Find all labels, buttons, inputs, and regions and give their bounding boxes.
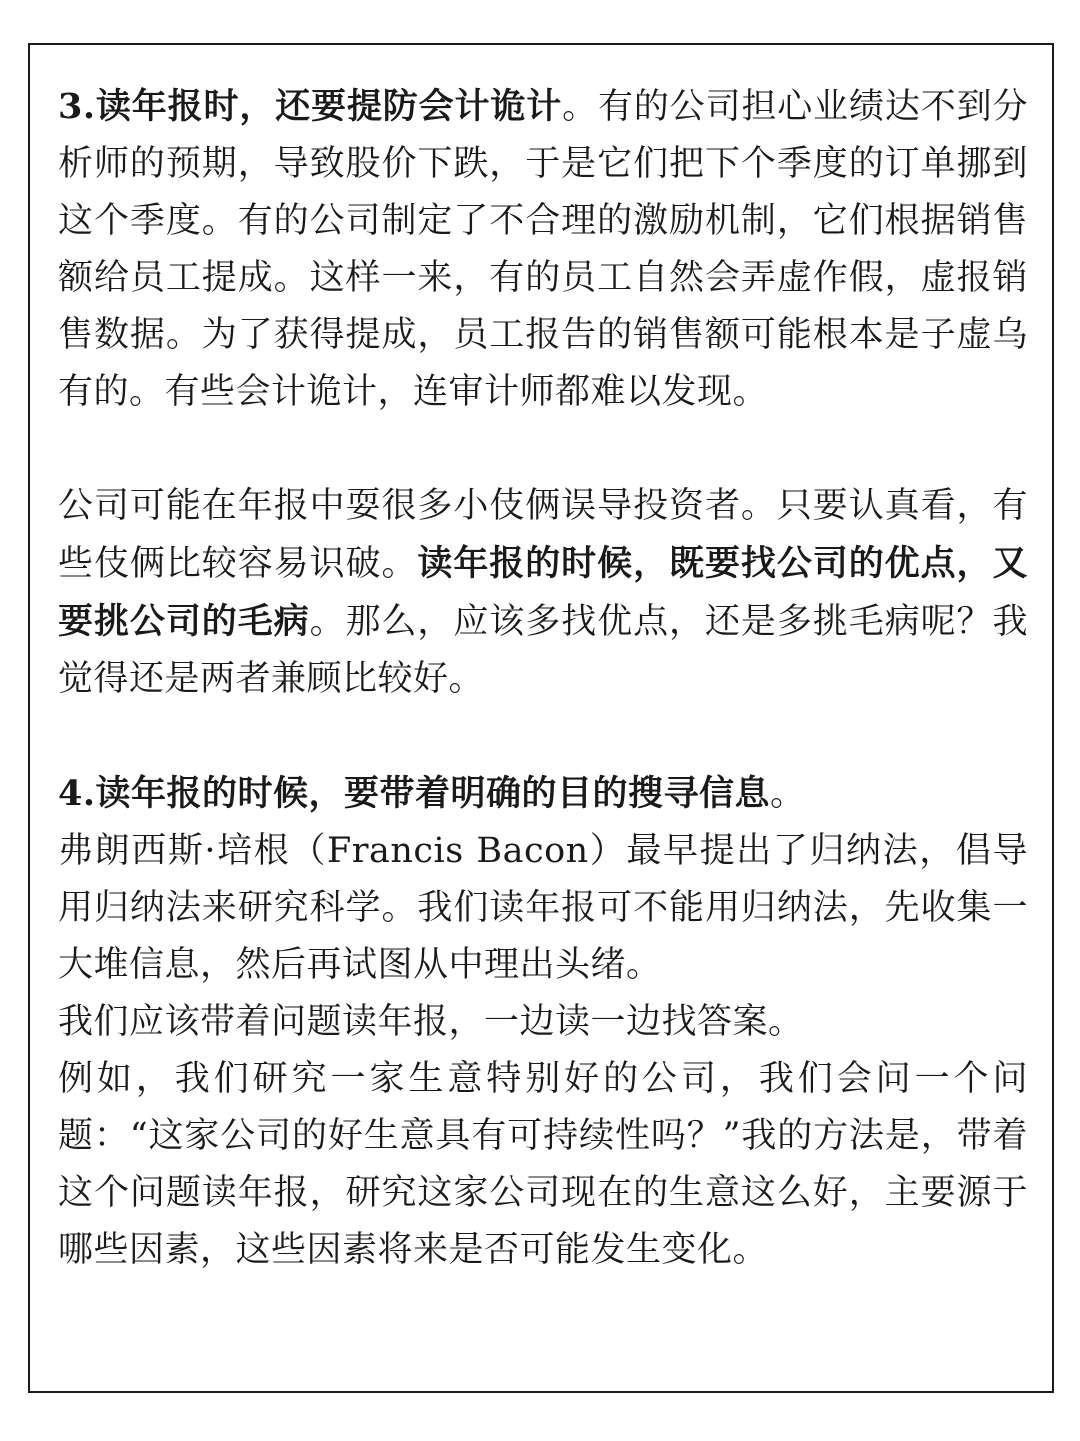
heading-point-3: 3.读年报时，还要提防会计诡计 — [58, 86, 563, 127]
tricks-bold-emphasis: 读年报的时候，既要找公司的优点，又要挑公司的毛病 — [58, 543, 1028, 642]
paragraph-small-tricks — [58, 478, 1028, 708]
paragraph-accounting-tricks — [58, 78, 1028, 421]
paragraph-3-text: 。有的公司担心业绩达不到分析师的预期，导致股价下跌，于是它们把下个季度的订单挪到这个季度。有的公司制定了不合理的激励机制，它们根据销售额给员工提成。这样一来，有的员工自然会弄虚作假，虚报销售数据。为了获得提成，员工报告的销售额可能根本是子虚乌有的。有些会计诡计，连审计师都难以发现。 — [58, 87, 1028, 412]
article-body — [58, 78, 1028, 1279]
heading-point-4-end: 。 — [770, 774, 806, 814]
tricks-text-after: 。那么，应该多找优点，还是多挑毛病呢？我觉得还是两者兼顾比较好。 — [58, 602, 1028, 699]
example-text: 例如，我们研究一家生意特别好的公司，我们会问一个问题：“这家公司的好生意具有可持续性吗？”我的方法是，带着这个问题读年报，研究这家公司现在的生意这么好，主要源于哪些因素，这些因素将来是否可能发生变化。 — [58, 1059, 1028, 1270]
read-with-questions-text: 我们应该带着问题读年报，一边读一边找答案。 — [58, 1002, 804, 1042]
heading-point-4: 4.读年报的时候，要带着明确的目的搜寻信息 — [58, 773, 771, 814]
tricks-text-before: 公司可能在年报中耍很多小伎俩误导投资者。只要认真看，有些伎俩比较容易识破。 — [58, 486, 1028, 584]
heading-point-4-line — [58, 765, 1028, 823]
bacon-induction-text: 弗朗西斯·培根（Francis Bacon）最早提出了归纳法，倡导用归纳法来研究科学。我们读年报可不能用归纳法，先收集一大堆信息，然后再试图从中理出头绪。 — [58, 831, 1028, 985]
content-frame — [28, 43, 1054, 1393]
paragraph-point-4 — [58, 765, 1028, 1279]
